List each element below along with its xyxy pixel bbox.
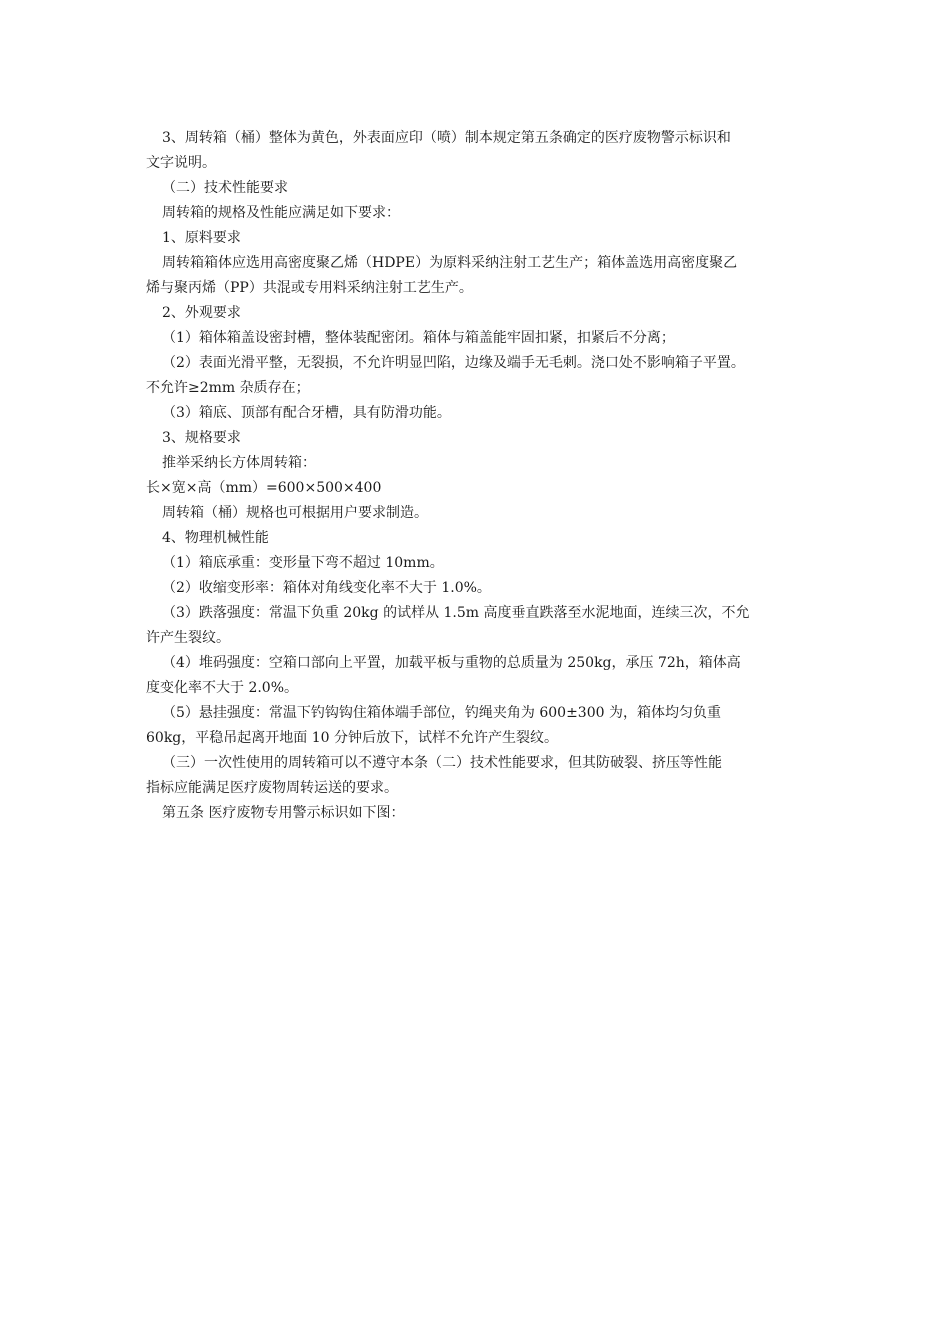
paragraph-line: 度变化率不大于 2.0%。 xyxy=(146,680,299,696)
paragraph-line: 指标应能满足医疗废物周转运送的要求。 xyxy=(146,780,398,796)
subsection-heading: 4、物理机械性能 xyxy=(162,530,269,546)
list-item: （1）箱底承重：变形量下弯不超过 10mm。 xyxy=(162,555,444,571)
paragraph-line: 周转箱箱体应选用高密度聚乙烯（HDPE）为原料采纳注射工艺生产；箱体盖选用高密度聚乙 xyxy=(162,255,738,271)
section-heading: （三）一次性使用的周转箱可以不遵守本条（二）技术性能要求，但其防破裂、挤压等性能 xyxy=(162,755,722,771)
paragraph-line: 文字说明。 xyxy=(146,155,216,171)
subsection-heading: 3、规格要求 xyxy=(162,430,241,446)
paragraph-line: 3、周转箱（桶）整体为黄色，外表面应印（喷）制本规定第五条确定的医疗废物警示标识和 xyxy=(162,130,731,146)
list-item: （5）悬挂强度：常温下钓钩钩住箱体端手部位，钓绳夹角为 600±300 为，箱体均匀负重 xyxy=(162,705,721,721)
paragraph-line: 推举采纳长方体周转箱： xyxy=(162,455,316,471)
list-item: （2）收缩变形率：箱体对角线变化率不大于 1.0%。 xyxy=(162,580,491,596)
section-heading: （二）技术性能要求 xyxy=(162,180,288,196)
paragraph-line: 许产生裂纹。 xyxy=(146,630,230,646)
list-item: （3）箱底、顶部有配合牙槽，具有防滑功能。 xyxy=(162,405,451,421)
list-item: （3）跌落强度：常温下负重 20kg 的试样从 1.5m 高度垂直跌落至水泥地面，连续三次，不允 xyxy=(162,605,750,621)
article-heading: 第五条 医疗废物专用警示标识如下图： xyxy=(162,805,405,821)
paragraph-line: 不允许≥2mm 杂质存在； xyxy=(146,380,310,396)
list-item: （1）箱体箱盖设密封槽，整体装配密闭。箱体与箱盖能牢固扣紧，扣紧后不分离； xyxy=(162,330,675,346)
subsection-heading: 1、原料要求 xyxy=(162,230,241,246)
list-item: （4）堆码强度：空箱口部向上平置，加载平板与重物的总质量为 250kg，承压 72h，箱体高 xyxy=(162,655,741,671)
paragraph-line: 长×宽×高（mm）=600×500×400 xyxy=(146,480,382,496)
subsection-heading: 2、外观要求 xyxy=(162,305,241,321)
paragraph-line: 周转箱的规格及性能应满足如下要求： xyxy=(162,205,400,221)
paragraph-line: 烯与聚丙烯（PP）共混或专用料采纳注射工艺生产。 xyxy=(146,280,473,296)
paragraph-line: 周转箱（桶）规格也可根据用户要求制造。 xyxy=(162,505,428,521)
paragraph-line: 60kg，平稳吊起离开地面 10 分钟后放下，试样不允许产生裂纹。 xyxy=(146,730,558,746)
list-item: （2）表面光滑平整，无裂损，不允许明显凹陷，边缘及端手无毛刺。浇口处不影响箱子平置。 xyxy=(162,355,745,371)
